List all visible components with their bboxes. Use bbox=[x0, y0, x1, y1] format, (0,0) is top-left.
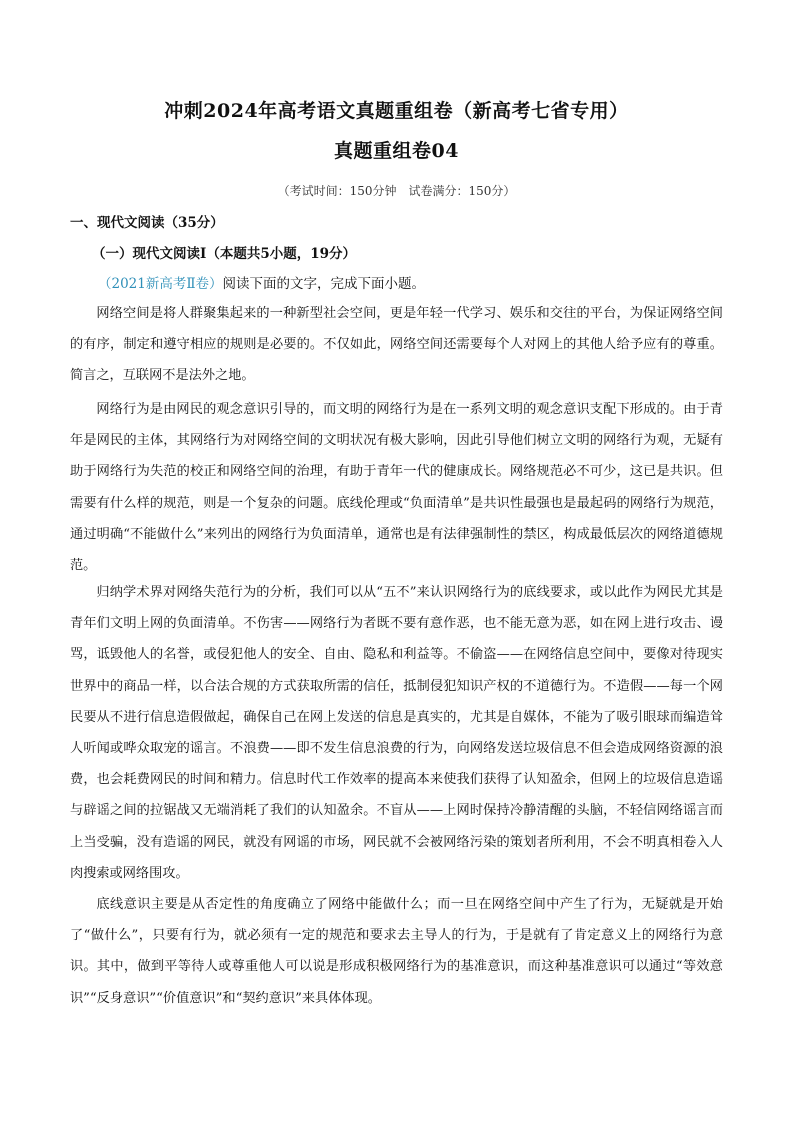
passage-paragraph-1: 网络空间是将人群聚集起来的一种新型社会空间，更是年轻一代学习、娱乐和交往的平台，为保证网络空间的有序，制定和遵守相应的规则是必要的。不仅如此，网络空间还需要每个人对网上的其他人给予应有的尊重。简言之，互联网不是法外之地。 bbox=[70, 306, 723, 384]
section-heading: 一、现代文阅读（35分） bbox=[70, 215, 224, 231]
source-line bbox=[98, 272, 425, 292]
subsection-heading: （一）现代文阅读Ⅰ（本题共5小题，19分） bbox=[92, 246, 356, 262]
reading-instruction: 阅读下面的文字，完成下面小题。 bbox=[222, 276, 426, 292]
document-title: 冲刺2024年高考语文真题重组卷（新高考七省专用） bbox=[164, 100, 629, 122]
passage-paragraph-4: 底线意识主要是从否定性的角度确立了网络中能做什么；而一旦在网络空间中产生了行为，无疑就是开始了“做什么”，只要有行为，就必须有一定的规范和要求去主导人的行为，于是就有了肯定意义上的网络行为意识。其中，做到平等待人或尊重他人可以说是形成积极网络行为的基准意识，而这种基准意识可以通过“等效意识”“反身意识”“价值意识”和“契约意识”来具体体现。 bbox=[70, 897, 723, 1006]
source-tag: （2021新高考Ⅱ卷） bbox=[98, 276, 223, 292]
exam-time-note: （考试时间：150分钟 试卷满分：150分） bbox=[277, 184, 516, 198]
passage-paragraph-3: 归纳学术界对网络失范行为的分析，我们可以从“五不”来认识网络行为的底线要求，或以此作为网民尤其是青年们文明上网的负面清单。不伤害——网络行为者既不要有意作恶，也不能无意为恶，如在网上进行攻击、谩骂，诋毁他人的名誉，或侵犯他人的安全、自由、隐私和利益等。不偷盗——在网络信息空间中，要像对待现实世界中的商品一样，以合法合规的方式获取所需的信任，抵制侵犯知识产权的不道德行为。不造假——每一个网民要从不进行信息造假做起，确保自己在网上发送的信息是真实的，尤其是自媒体，不能为了吸引眼球而编造耸人听闻或哗众取宠的谣言。不浪费——即不发生信息浪费的行为，向网络发送垃圾信息不但会造成网络资源的浪费，也会耗费网民的时间和精力。信息时代工作效率的提高本来使我们获得了认知盈余，但网上的垃圾信息造谣与辟谣之间的拉锯战又无端消耗了我们的认知盈余。不盲从——上网时保持冷静清醒的头脑，不轻信网络谣言而上当受骗，没有造谣的网民，就没有网谣的市场，网民就不会被网络污染的策划者所利用，不会不明真相卷入人肉搜索或网络围攻。 bbox=[70, 585, 723, 881]
document-subtitle: 真题重组卷04 bbox=[334, 140, 459, 162]
passage-paragraph-2: 网络行为是由网民的观念意识引导的，而文明的网络行为是在一系列文明的观念意识支配下形成的。由于青年是网民的主体，其网络行为对网络空间的文明状况有极大影响，因此引导他们树立文明的网络行为观，无疑有助于网络行为失范的校正和网络空间的治理，有助于青年一代的健康成长。网络规范必不可少，这已是共识。但需要有什么样的规范，则是一个复杂的问题。底线伦理或“负面清单”是共识性最强也是最起码的网络行为规范，通过明确“不能做什么”来列出的网络行为负面清单，通常也是有法律强制性的禁区，构成最低层次的网络道德规范。 bbox=[70, 402, 723, 574]
